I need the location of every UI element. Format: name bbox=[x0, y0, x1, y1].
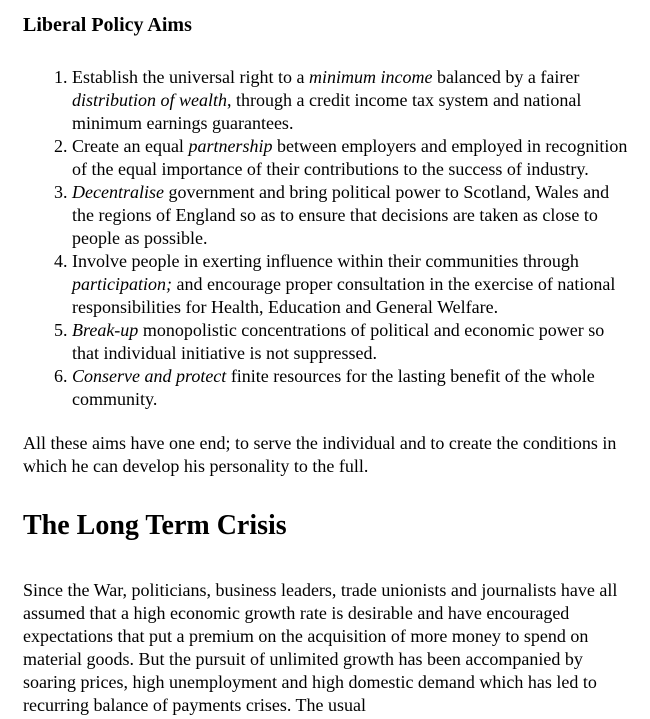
policy-aims-list bbox=[23, 66, 628, 411]
aim-2-text-a: Create an equal bbox=[72, 136, 189, 156]
list-item-aim-5 bbox=[72, 319, 628, 365]
aim-6-text: finite resources for the lasting benefit of the whole community. bbox=[72, 366, 595, 409]
aim-2-text-b: between employers and employed in recognition of the equal importance of their contributions to the success of industry. bbox=[72, 136, 628, 179]
aim-6-emphasis: Conserve and protect bbox=[72, 366, 227, 386]
list-item-aim-2 bbox=[72, 135, 628, 181]
aim-1-emphasis-b: distribution of wealth bbox=[72, 90, 228, 110]
section-heading-long-term-crisis: The Long Term Crisis bbox=[23, 510, 287, 541]
aims-summary-paragraph: All these aims have one end; to serve the individual and to create the conditions in which he can develop his personality to the full. bbox=[23, 433, 617, 476]
list-item-aim-6 bbox=[72, 365, 628, 411]
aim-1-text-b: balanced by a fairer bbox=[432, 67, 580, 87]
aim-1-emphasis-a: minimum income bbox=[308, 67, 433, 87]
list-item-aim-1 bbox=[72, 66, 628, 135]
aim-2-emphasis: partnership bbox=[188, 136, 273, 156]
list-item-aim-3 bbox=[72, 181, 628, 250]
long-term-crisis-paragraph: Since the War, politicians, business leaders, trade unionists and journalists have all assumed that a high economic growth rate is desirable and have encouraged expectations that put a premium on the acquisition of more money to spend on material goods. But the pursuit of unlimited growth has been accompanied by soaring prices, high unemployment and high domestic demand which has led to recurring balance of payments crises. The usual bbox=[23, 580, 618, 715]
aim-4-text-a: Involve people in exerting influence within their communities through bbox=[72, 251, 579, 271]
list-item-aim-4 bbox=[72, 250, 628, 319]
aim-5-emphasis: Break-up bbox=[72, 320, 139, 340]
aim-1-text-a: Establish the universal right to a bbox=[72, 67, 309, 87]
aim-5-text: monopolistic concentrations of political and economic power so that individual initiative is not suppressed. bbox=[72, 320, 605, 363]
aim-4-emphasis: participation; bbox=[72, 274, 172, 294]
section-heading-policy-aims: Liberal Policy Aims bbox=[23, 14, 192, 36]
aim-3-text: government and bring political power to Scotland, Wales and the regions of England so as to ensure that decisions are taken as close to people as possible. bbox=[72, 182, 610, 248]
aim-4-text-b: and encourage proper consultation in the exercise of national responsibilities for Health, Education and General Welfare. bbox=[72, 274, 616, 317]
aim-3-emphasis: Decentralise bbox=[72, 182, 164, 202]
aim-1-text-c: , through a credit income tax system and national minimum earnings guarantees. bbox=[72, 90, 582, 133]
